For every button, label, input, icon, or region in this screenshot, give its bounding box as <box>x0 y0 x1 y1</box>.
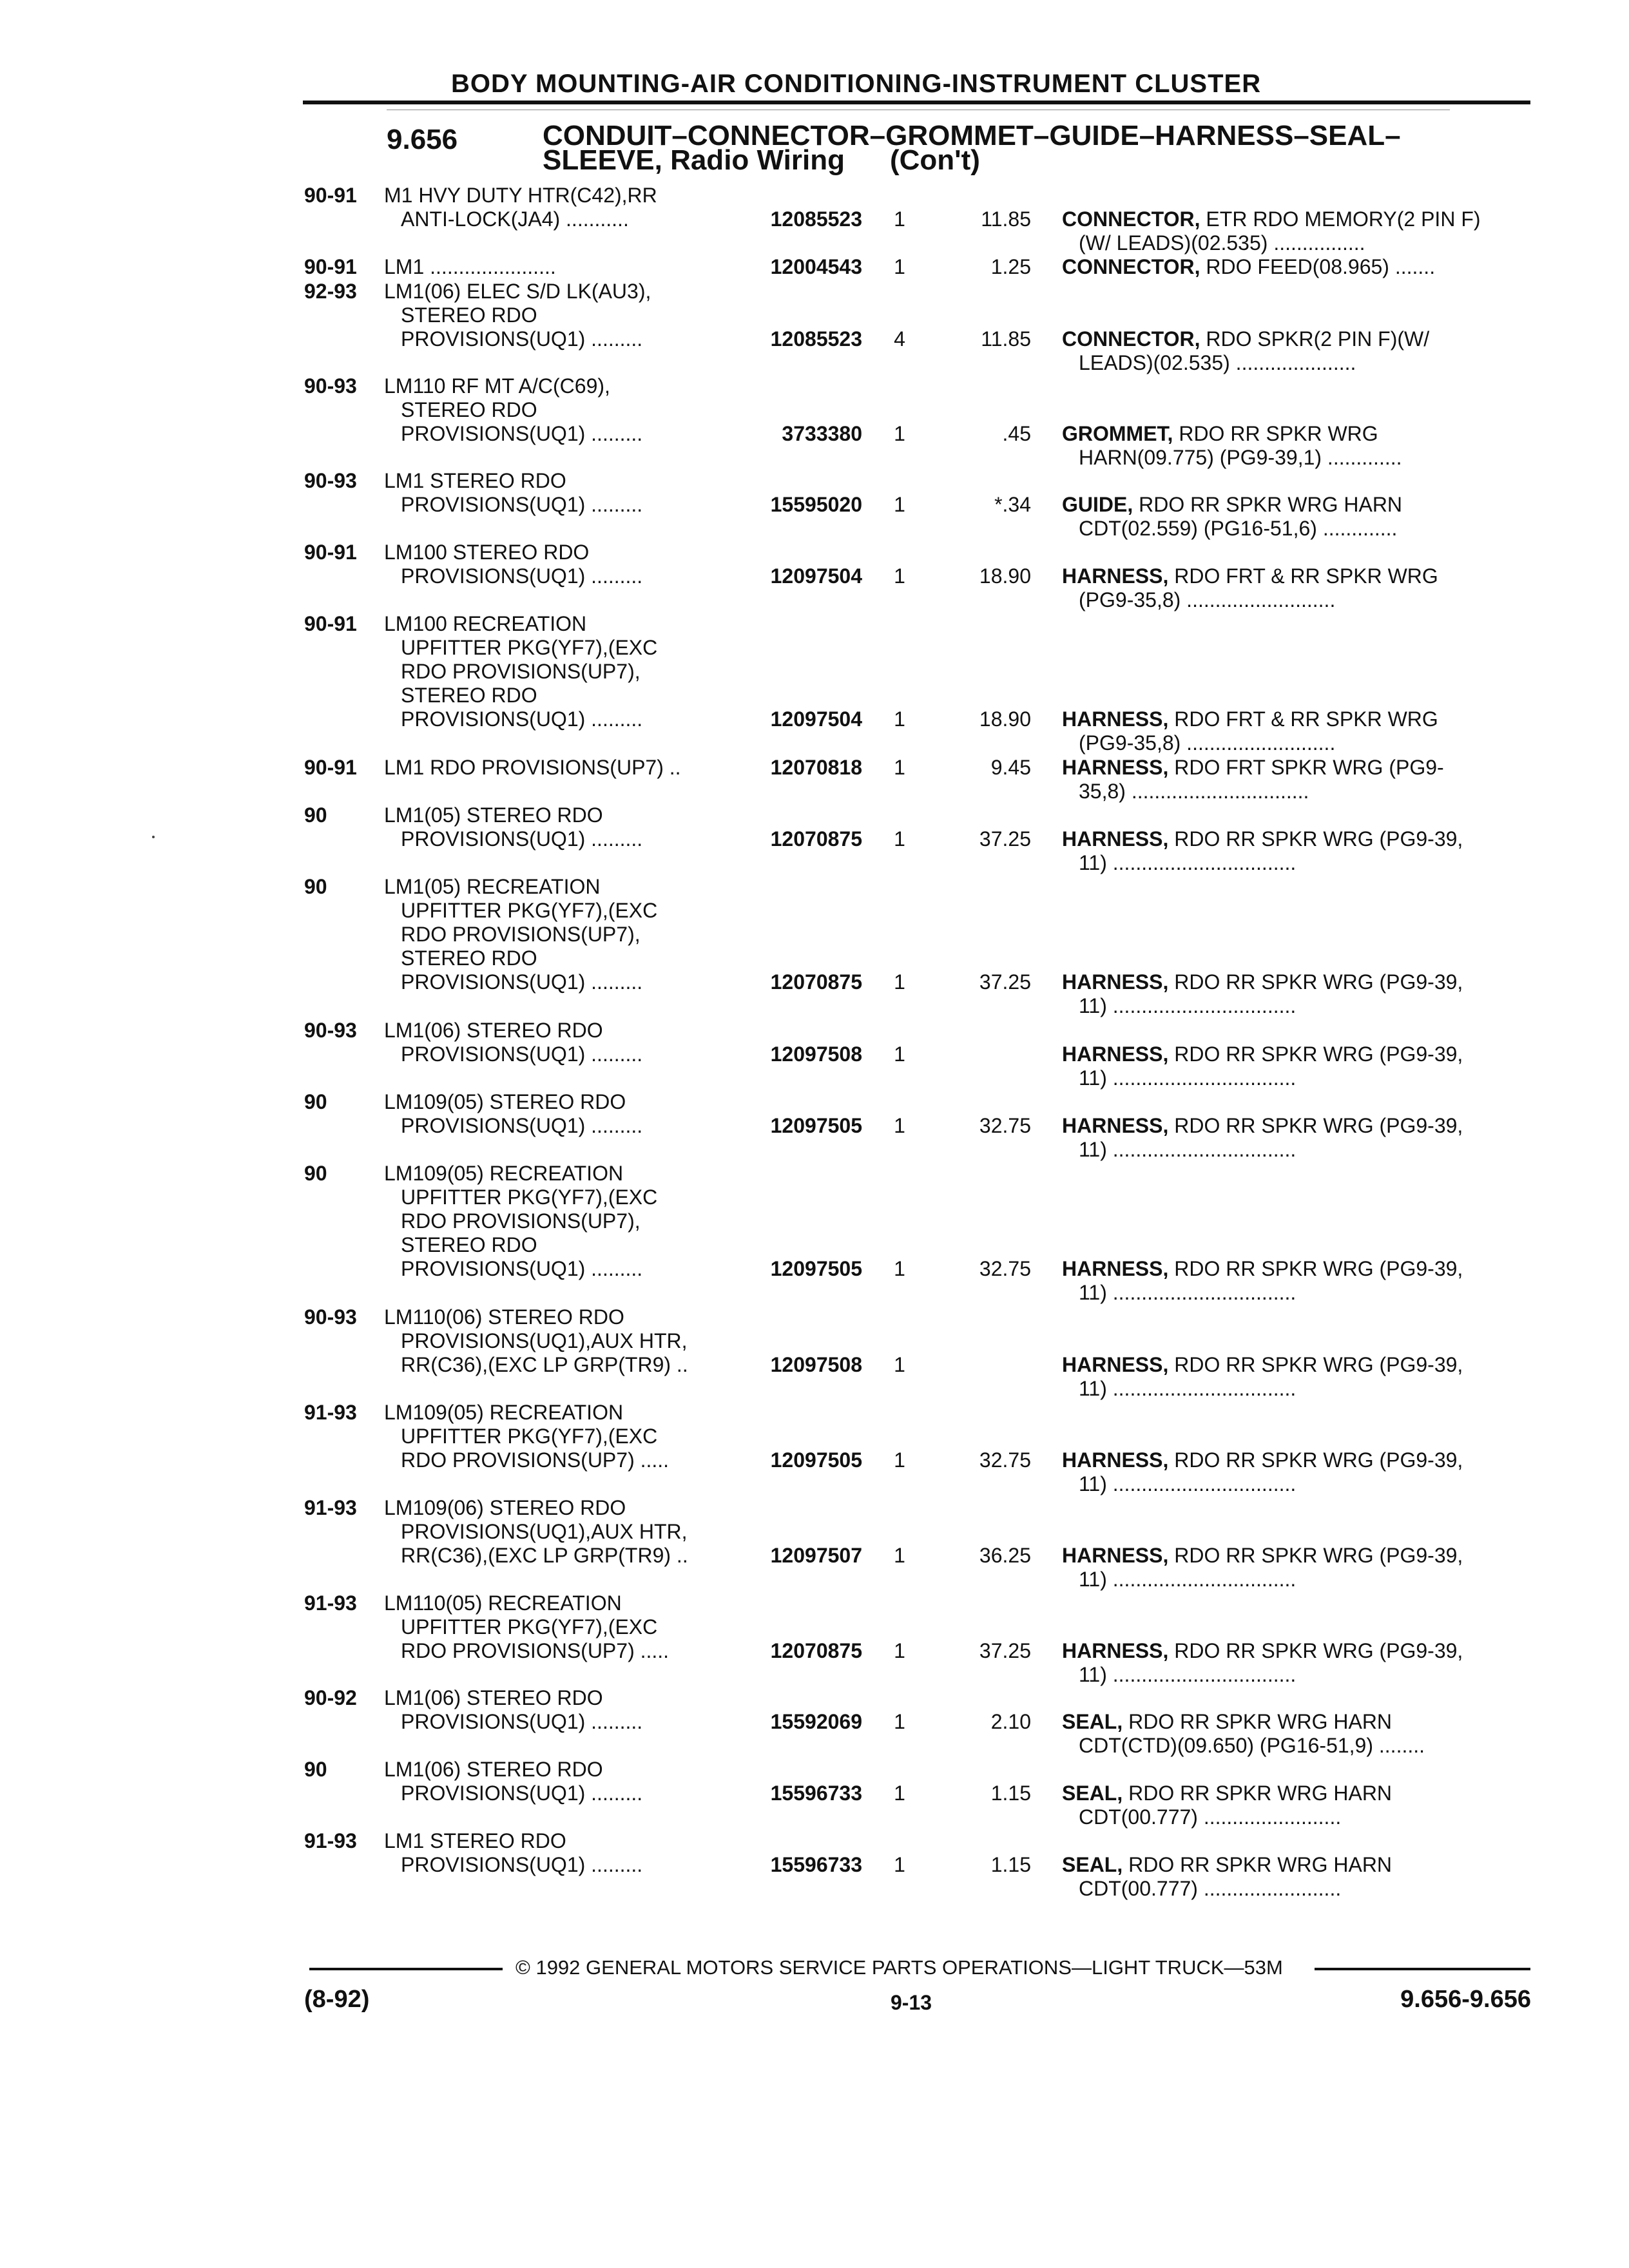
entry-price: 32.75 <box>979 1257 1031 1280</box>
entry-part-number: 12097505 <box>770 1257 862 1280</box>
entry-quantity: 1 <box>894 1257 905 1280</box>
entry-description-line1 <box>1062 1544 1531 1568</box>
entry-part-number: 12070875 <box>770 827 862 850</box>
entry-model-line: STEREO RDO <box>401 947 537 970</box>
entry-part-number: 12097508 <box>770 1353 862 1376</box>
entry-description-line1 <box>1062 970 1531 994</box>
entry-description-line1 <box>1062 1043 1531 1066</box>
entry-years: 90 <box>304 875 327 898</box>
section-number: 9.656 <box>387 124 458 155</box>
entry-model-line: LM1(05) STEREO RDO <box>384 803 603 827</box>
entry-model-line: PROVISIONS(UQ1) ......... <box>401 1257 643 1280</box>
scan-speck <box>152 836 155 838</box>
entry-model-line: RDO PROVISIONS(UP7), <box>401 660 641 683</box>
entry-description-line2: 11) ................................ <box>1079 1138 1296 1161</box>
entry-price: 1.15 <box>990 1782 1031 1805</box>
entry-description-line1 <box>1062 255 1531 279</box>
entry-quantity: 1 <box>894 970 905 994</box>
entry-description <box>1062 1710 1531 1758</box>
section-cont: (Con't) <box>889 144 980 176</box>
entry-price: 37.25 <box>979 970 1031 994</box>
entry-description-line1 <box>1062 493 1531 517</box>
entry-description-line2: CDT(00.777) ........................ <box>1079 1805 1342 1829</box>
entry-model-line: PROVISIONS(UQ1) ......... <box>401 1782 643 1805</box>
entry-description <box>1062 1353 1531 1401</box>
entry-model-line: STEREO RDO <box>401 684 537 707</box>
entry-description-line2: 11) ................................ <box>1079 1066 1296 1090</box>
entry-price: 37.25 <box>979 827 1031 850</box>
entry-quantity: 1 <box>894 1853 905 1876</box>
entry-years: 90-91 <box>304 255 357 278</box>
entry-component-name: HARNESS, <box>1062 1257 1169 1280</box>
entry-model-line: LM110 RF MT A/C(C69), <box>384 374 610 398</box>
section-title-line2-text: SLEEVE, Radio Wiring <box>543 144 845 176</box>
section-title-line1: CONDUIT–CONNECTOR–GROMMET–GUIDE–HARNESS–SEAL– <box>543 120 1401 151</box>
entry-description-line1 <box>1062 827 1531 851</box>
entry-model-line: UPFITTER PKG(YF7),(EXC <box>401 1615 658 1639</box>
entry-model-line: LM100 RECREATION <box>384 612 587 635</box>
entry-part-number: 12004543 <box>770 255 862 278</box>
entry-years: 90-91 <box>304 541 357 564</box>
entry-description-text: RDO RR SPKR WRG (PG9-39, <box>1168 1639 1463 1662</box>
entry-description-text: RDO FEED(08.965) ....... <box>1200 255 1436 278</box>
entry-price: .45 <box>1002 422 1031 445</box>
entry-part-number: 12085523 <box>770 327 862 351</box>
entry-component-name: SEAL, <box>1062 1710 1123 1733</box>
entry-model-line: PROVISIONS(UQ1) ......... <box>401 564 643 588</box>
entry-model-line: LM109(05) RECREATION <box>384 1401 624 1424</box>
entry-price: 2.10 <box>990 1710 1031 1733</box>
entry-description <box>1062 1544 1531 1591</box>
entry-description-line2: (PG9-35,8) .......................... <box>1079 731 1336 754</box>
entry-model-line: ANTI-LOCK(JA4) ........... <box>401 207 629 231</box>
entry-model-line: LM109(05) STEREO RDO <box>384 1090 626 1113</box>
entry-part-number: 15592069 <box>770 1710 862 1733</box>
entry-model-line: LM1 STEREO RDO <box>384 469 566 492</box>
entry-description-line1 <box>1062 207 1531 231</box>
entry-component-name: CONNECTOR, <box>1062 255 1200 278</box>
entry-part-number: 15595020 <box>770 493 862 516</box>
entry-years: 90 <box>304 1090 327 1113</box>
entry-description-text: ETR RDO MEMORY(2 PIN F) <box>1200 207 1481 231</box>
entry-description-text: RDO RR SPKR WRG HARN <box>1123 1853 1393 1876</box>
entry-description-line2: 11) ................................ <box>1079 1472 1296 1495</box>
entry-price: 9.45 <box>990 756 1031 779</box>
entry-model-line: UPFITTER PKG(YF7),(EXC <box>401 636 658 659</box>
entry-price: 32.75 <box>979 1114 1031 1137</box>
entry-model-line: PROVISIONS(UQ1) ......... <box>401 1853 643 1876</box>
entry-description-line2: LEADS)(02.535) ..................... <box>1079 351 1356 374</box>
entry-component-name: HARNESS, <box>1062 564 1169 588</box>
entry-component-name: GUIDE, <box>1062 493 1133 516</box>
entry-description-text: RDO RR SPKR WRG (PG9-39, <box>1168 1043 1463 1066</box>
entry-description <box>1062 564 1531 612</box>
entry-model-line: LM1(06) STEREO RDO <box>384 1019 603 1042</box>
entry-price: 36.25 <box>979 1544 1031 1567</box>
entry-model-line: LM110(06) STEREO RDO <box>384 1305 624 1329</box>
entry-model-line: PROVISIONS(UQ1),AUX HTR, <box>401 1520 688 1543</box>
entry-model-line: UPFITTER PKG(YF7),(EXC <box>401 899 658 922</box>
section-title-line2 <box>543 144 1401 176</box>
entry-model-line: LM1(06) ELEC S/D LK(AU3), <box>384 280 651 303</box>
entry-description-text: RDO RR SPKR WRG (PG9-39, <box>1168 1114 1463 1137</box>
entry-model-line: PROVISIONS(UQ1) ......... <box>401 493 643 516</box>
entry-years: 90 <box>304 1758 327 1781</box>
entry-model-line: RR(C36),(EXC LP GRP(TR9) .. <box>401 1353 688 1376</box>
entry-quantity: 1 <box>894 827 905 850</box>
entry-description <box>1062 1257 1531 1305</box>
entry-description <box>1062 756 1531 803</box>
entry-years: 90 <box>304 1162 327 1185</box>
entry-model-line: UPFITTER PKG(YF7),(EXC <box>401 1425 658 1448</box>
entry-description <box>1062 970 1531 1018</box>
entry-description-line1 <box>1062 327 1531 351</box>
entry-model-line: LM1 STEREO RDO <box>384 1829 566 1852</box>
entry-model-line: RDO PROVISIONS(UP7), <box>401 923 641 946</box>
entry-part-number: 12070875 <box>770 1639 862 1662</box>
entry-years: 90-91 <box>304 612 357 635</box>
entry-years: 90 <box>304 803 327 827</box>
entry-price: 1.15 <box>990 1853 1031 1876</box>
entry-model-line: LM1(05) RECREATION <box>384 875 601 898</box>
entry-price: *.34 <box>994 493 1031 516</box>
footer-rule-left <box>309 1968 503 1970</box>
entry-price: 11.85 <box>981 207 1031 231</box>
entry-model-line: RDO PROVISIONS(UP7), <box>401 1209 641 1233</box>
entry-component-name: CONNECTOR, <box>1062 327 1200 351</box>
entry-description-line1 <box>1062 756 1531 780</box>
entry-description-line1 <box>1062 1782 1531 1805</box>
entry-model-line: PROVISIONS(UQ1) ......... <box>401 1710 643 1733</box>
entry-description <box>1062 1043 1531 1090</box>
entry-quantity: 1 <box>894 1114 905 1137</box>
entry-component-name: CONNECTOR, <box>1062 207 1200 231</box>
entry-description-line2: CDT(02.559) (PG16-51,6) ............. <box>1079 517 1398 540</box>
entry-description-text: RDO RR SPKR WRG (PG9-39, <box>1168 827 1463 850</box>
entry-quantity: 1 <box>894 1448 905 1472</box>
entry-years: 90-92 <box>304 1686 357 1709</box>
entry-quantity: 1 <box>894 564 905 588</box>
entry-description-line2: (W/ LEADS)(02.535) ................ <box>1079 231 1365 255</box>
entry-description-line1 <box>1062 1448 1531 1472</box>
entry-years: 91-93 <box>304 1591 357 1615</box>
entry-description-line1 <box>1062 1639 1531 1663</box>
entry-model-line: LM109(05) RECREATION <box>384 1162 624 1185</box>
entry-model-line: PROVISIONS(UQ1) ......... <box>401 707 643 731</box>
entry-description-text: RDO RR SPKR WRG (PG9-39, <box>1168 1448 1463 1472</box>
entry-component-name: HARNESS, <box>1062 1043 1169 1066</box>
entry-description-line1 <box>1062 1257 1531 1281</box>
entry-model-line: LM100 STEREO RDO <box>384 541 590 564</box>
entry-description <box>1062 1448 1531 1496</box>
entry-description-text: RDO RR SPKR WRG HARN <box>1133 493 1403 516</box>
entry-description-text: RDO SPKR(2 PIN F)(W/ <box>1200 327 1430 351</box>
entry-quantity: 1 <box>894 255 905 278</box>
entry-description-text: RDO RR SPKR WRG (PG9-39, <box>1168 1353 1463 1376</box>
entry-description-line2: CDT(00.777) ........................ <box>1079 1877 1342 1900</box>
entry-quantity: 4 <box>894 327 905 351</box>
entry-component-name: HARNESS, <box>1062 1448 1169 1472</box>
entry-description-line1 <box>1062 1710 1531 1734</box>
entry-price: 1.25 <box>990 255 1031 278</box>
entry-years: 90-93 <box>304 374 357 398</box>
entry-description-text: RDO RR SPKR WRG HARN <box>1123 1782 1393 1805</box>
entry-description-line2: 35,8) ............................... <box>1079 780 1309 803</box>
entry-description-line2: HARN(09.775) (PG9-39,1) ............. <box>1079 446 1402 469</box>
entry-price: 37.25 <box>979 1639 1031 1662</box>
page-header-title: BODY MOUNTING-AIR CONDITIONING-INSTRUMENT CLUSTER <box>451 70 1262 98</box>
entry-component-name: HARNESS, <box>1062 1353 1169 1376</box>
entry-component-name: SEAL, <box>1062 1853 1123 1876</box>
entry-years: 92-93 <box>304 280 357 303</box>
entry-model-line: STEREO RDO <box>401 303 537 327</box>
entry-years: 90-93 <box>304 469 357 492</box>
entry-description <box>1062 327 1531 375</box>
entry-price: 11.85 <box>981 327 1031 351</box>
entry-description <box>1062 422 1531 470</box>
entry-quantity: 1 <box>894 1782 905 1805</box>
entry-quantity: 1 <box>894 707 905 731</box>
entry-description <box>1062 255 1531 279</box>
entry-model-line: LM109(06) STEREO RDO <box>384 1496 626 1519</box>
entry-part-number: 3733380 <box>782 422 862 445</box>
entry-component-name: SEAL, <box>1062 1782 1123 1805</box>
footer-copyright: © 1992 GENERAL MOTORS SERVICE PARTS OPERATIONS—LIGHT TRUCK—53M <box>516 1956 1283 1979</box>
footer-section-range: 9.656-9.656 <box>1400 1986 1531 2013</box>
footer-page-number: 9-13 <box>891 1991 932 2014</box>
entry-model-line: PROVISIONS(UQ1) ......... <box>401 1043 643 1066</box>
entry-years: 90-91 <box>304 184 357 207</box>
entry-part-number: 12097508 <box>770 1043 862 1066</box>
footer-rule-right <box>1315 1968 1530 1970</box>
entry-description-line1 <box>1062 422 1531 446</box>
entry-description-text: RDO FRT SPKR WRG (PG9- <box>1168 756 1444 779</box>
entry-description-line2: 11) ................................ <box>1079 851 1296 874</box>
entry-description-line1 <box>1062 1114 1531 1138</box>
entry-model-line: PROVISIONS(UQ1),AUX HTR, <box>401 1329 688 1352</box>
entry-description-text: RDO RR SPKR WRG (PG9-39, <box>1168 1257 1463 1280</box>
entry-description-text: RDO FRT & RR SPKR WRG <box>1168 707 1438 731</box>
entry-description-line1 <box>1062 707 1531 731</box>
entry-description-line2: 11) ................................ <box>1079 1568 1296 1591</box>
entry-model-line: LM1(06) STEREO RDO <box>384 1686 603 1709</box>
entry-model-line: LM110(05) RECREATION <box>384 1591 622 1615</box>
entry-component-name: HARNESS, <box>1062 970 1169 994</box>
entry-model-line: PROVISIONS(UQ1) ......... <box>401 970 643 994</box>
entry-part-number: 12097504 <box>770 707 862 731</box>
entry-description <box>1062 1782 1531 1829</box>
entry-part-number: 12070875 <box>770 970 862 994</box>
entry-description <box>1062 207 1531 255</box>
entry-description-line1 <box>1062 1353 1531 1377</box>
entry-quantity: 1 <box>894 1353 905 1376</box>
entry-component-name: HARNESS, <box>1062 1114 1169 1137</box>
entry-component-name: HARNESS, <box>1062 756 1169 779</box>
entry-part-number: 12070818 <box>770 756 862 779</box>
entry-model-line: M1 HVY DUTY HTR(C42),RR <box>384 184 657 207</box>
entry-description-line2: 11) ................................ <box>1079 1377 1296 1400</box>
entry-part-number: 12097504 <box>770 564 862 588</box>
entry-model-line: RDO PROVISIONS(UP7) ..... <box>401 1639 670 1662</box>
header-rule <box>303 101 1530 104</box>
entry-quantity: 1 <box>894 493 905 516</box>
entry-model-line: UPFITTER PKG(YF7),(EXC <box>401 1186 658 1209</box>
entry-description-line2: (PG9-35,8) .......................... <box>1079 588 1336 611</box>
entry-component-name: GROMMET, <box>1062 422 1173 445</box>
entry-model-line: LM1 RDO PROVISIONS(UP7) .. <box>384 756 681 779</box>
entry-price: 18.90 <box>979 564 1031 588</box>
entry-component-name: HARNESS, <box>1062 1639 1169 1662</box>
entry-quantity: 1 <box>894 1639 905 1662</box>
entry-description <box>1062 827 1531 875</box>
entry-quantity: 1 <box>894 422 905 445</box>
entry-description-text: RDO FRT & RR SPKR WRG <box>1168 564 1438 588</box>
entry-quantity: 1 <box>894 207 905 231</box>
entry-years: 90-91 <box>304 756 357 779</box>
entry-model-line: PROVISIONS(UQ1) ......... <box>401 422 643 445</box>
entry-description-line2: 11) ................................ <box>1079 994 1296 1017</box>
entry-description-line2: 11) ................................ <box>1079 1281 1296 1304</box>
entry-description-text: RDO RR SPKR WRG <box>1173 422 1378 445</box>
entry-quantity: 1 <box>894 1043 905 1066</box>
section-title <box>543 120 1401 176</box>
entry-model-line: PROVISIONS(UQ1) ......... <box>401 327 643 351</box>
entry-years: 91-93 <box>304 1496 357 1519</box>
entry-model-line: STEREO RDO <box>401 398 537 421</box>
entry-model-line: PROVISIONS(UQ1) ......... <box>401 1114 643 1137</box>
entry-description-text: RDO RR SPKR WRG HARN <box>1123 1710 1393 1733</box>
entry-description-line2: 11) ................................ <box>1079 1663 1296 1686</box>
entry-part-number: 15596733 <box>770 1782 862 1805</box>
entry-description <box>1062 493 1531 541</box>
entry-part-number: 12085523 <box>770 207 862 231</box>
entry-model-line: RDO PROVISIONS(UP7) ..... <box>401 1448 670 1472</box>
entry-description <box>1062 1114 1531 1162</box>
entry-component-name: HARNESS, <box>1062 827 1169 850</box>
entry-price: 32.75 <box>979 1448 1031 1472</box>
entry-part-number: 12097505 <box>770 1114 862 1137</box>
entry-description-text: RDO RR SPKR WRG (PG9-39, <box>1168 970 1463 994</box>
entry-years: 90-93 <box>304 1305 357 1329</box>
entry-component-name: HARNESS, <box>1062 707 1169 731</box>
entry-component-name: HARNESS, <box>1062 1544 1169 1567</box>
entry-description <box>1062 1853 1531 1901</box>
entry-part-number: 12097507 <box>770 1544 862 1567</box>
entry-description <box>1062 1639 1531 1687</box>
entry-model-line: RR(C36),(EXC LP GRP(TR9) .. <box>401 1544 688 1567</box>
footer-date: (8-92) <box>304 1986 370 2013</box>
entry-model-line: PROVISIONS(UQ1) ......... <box>401 827 643 850</box>
entry-description-text: RDO RR SPKR WRG (PG9-39, <box>1168 1544 1463 1567</box>
entry-quantity: 1 <box>894 1710 905 1733</box>
entry-model-line: STEREO RDO <box>401 1233 537 1256</box>
entry-years: 91-93 <box>304 1829 357 1852</box>
entry-model-line: LM1 ...................... <box>384 255 556 278</box>
entry-description-line1 <box>1062 564 1531 588</box>
entry-description <box>1062 707 1531 755</box>
entry-quantity: 1 <box>894 756 905 779</box>
entry-part-number: 12097505 <box>770 1448 862 1472</box>
entry-part-number: 15596733 <box>770 1853 862 1876</box>
entry-description-line2: CDT(CTD)(09.650) (PG16-51,9) ........ <box>1079 1734 1425 1757</box>
entry-years: 90-93 <box>304 1019 357 1042</box>
entry-description-line1 <box>1062 1853 1531 1877</box>
entry-quantity: 1 <box>894 1544 905 1567</box>
entry-model-line: LM1(06) STEREO RDO <box>384 1758 603 1781</box>
entry-years: 91-93 <box>304 1401 357 1424</box>
entry-price: 18.90 <box>979 707 1031 731</box>
